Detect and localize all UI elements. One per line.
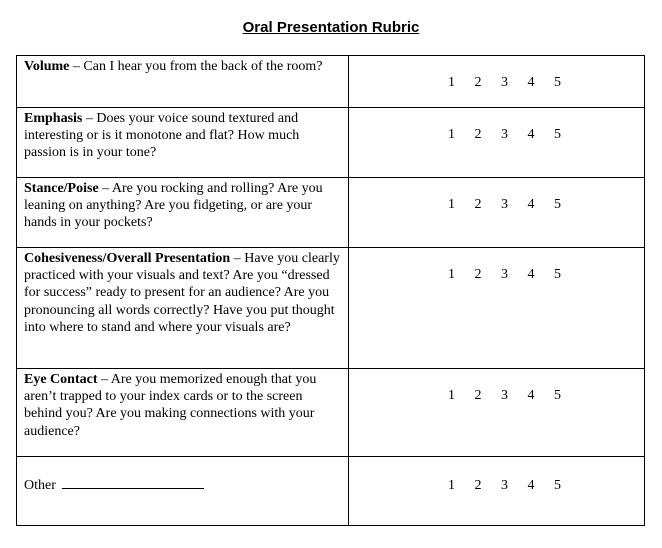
- score-2: 2: [474, 75, 482, 90]
- table-row: [17, 369, 645, 457]
- criterion-name: Volume: [24, 59, 70, 74]
- criterion-name: Eye Contact: [24, 372, 98, 387]
- table-row: [17, 248, 645, 369]
- score-scale: [349, 56, 645, 108]
- score-5: 5: [554, 127, 561, 142]
- score-3: 3: [501, 75, 508, 90]
- table-row: [17, 457, 645, 526]
- score-scale: [349, 178, 645, 248]
- criterion-cohesiveness: [17, 248, 349, 369]
- score-1: 1: [448, 267, 455, 282]
- score-3: 3: [501, 388, 508, 403]
- criterion-description: – Does your voice sound textured and interesting or is it monotone and flat? How much passion is in your tone?: [24, 111, 300, 161]
- score-2: 2: [474, 127, 482, 142]
- score-2: 2: [474, 197, 482, 212]
- score-3: 3: [501, 267, 508, 282]
- criterion-eye-contact: [17, 369, 349, 457]
- score-1: 1: [448, 75, 455, 90]
- criterion-name: Stance/Poise: [24, 181, 99, 196]
- criterion-description: – Are you rocking and rolling? Are you leaning on anything? Are you fidgeting, or are your hands in your pockets?: [24, 181, 323, 231]
- other-label: Other: [24, 478, 56, 493]
- page-title: Oral Presentation Rubric: [242, 19, 420, 36]
- table-row: [17, 56, 645, 108]
- criterion-description: – Can I hear you from the back of the room?: [69, 59, 323, 74]
- score-5: 5: [554, 478, 561, 493]
- score-4: 4: [527, 127, 535, 142]
- score-5: 5: [554, 197, 561, 212]
- criterion-other: [17, 457, 349, 526]
- score-1: 1: [448, 388, 455, 403]
- criterion-volume: [17, 56, 349, 108]
- score-2: 2: [474, 267, 482, 282]
- criterion-name: Emphasis: [24, 111, 83, 126]
- score-2: 2: [474, 388, 482, 403]
- score-5: 5: [554, 388, 561, 403]
- table-row: [17, 108, 645, 178]
- other-blank-line: [62, 474, 204, 489]
- score-scale: [349, 108, 645, 178]
- score-5: 5: [554, 267, 561, 282]
- criterion-emphasis: [17, 108, 349, 178]
- score-4: 4: [527, 75, 535, 90]
- score-scale: [349, 369, 645, 457]
- score-4: 4: [527, 478, 535, 493]
- criterion-description: – Have you clearly practiced with your visuals and text? Are you “dressed for success” ready to present for an audience? Are you pronouncing all words correctly? Have you put thought into where to stand and where your visuals are?: [24, 251, 340, 335]
- criterion-name: Cohesiveness/Overall Presentation: [24, 251, 231, 266]
- score-1: 1: [448, 478, 455, 493]
- table-row: [17, 178, 645, 248]
- score-3: 3: [501, 197, 508, 212]
- score-scale: [349, 248, 645, 369]
- score-3: 3: [501, 127, 508, 142]
- rubric-table: [16, 55, 645, 526]
- score-4: 4: [527, 197, 535, 212]
- criterion-stance-poise: [17, 178, 349, 248]
- score-2: 2: [474, 478, 482, 493]
- score-3: 3: [501, 478, 508, 493]
- score-scale: [349, 457, 645, 526]
- criterion-description: – Are you memorized enough that you aren’t trapped to your index cards or to the screen behind you? Are you making connections with your audience?: [24, 372, 317, 439]
- score-4: 4: [527, 267, 535, 282]
- score-5: 5: [554, 75, 561, 90]
- score-4: 4: [527, 388, 535, 403]
- score-1: 1: [448, 127, 455, 142]
- score-1: 1: [448, 197, 455, 212]
